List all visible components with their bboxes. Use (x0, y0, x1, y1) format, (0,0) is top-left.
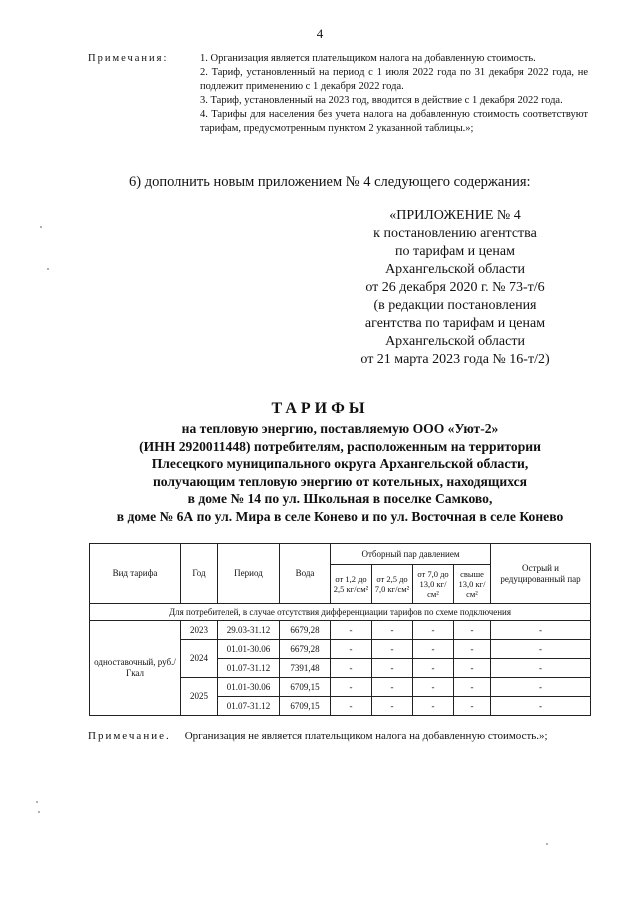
header-period: Период (218, 544, 280, 604)
notes-bottom (88, 730, 548, 742)
scan-speck (40, 226, 42, 228)
document-title: ТАРИФЫ (271, 400, 369, 417)
document-heading (60, 420, 620, 525)
appendix-line: по тарифам и ценам (395, 244, 515, 259)
note-item: 1. Организация является плательщиком налога на добавленную стоимость. (200, 53, 536, 64)
header-steam-4: свыше 13,0 кг/см² (454, 565, 491, 604)
note-item: 4. Тарифы для населения без учета налога на добавленную стоимость соответствуют тарифам, предусмотренным пунктом 2 указанной таблицы.»; (200, 109, 588, 134)
steam-cell: - (413, 678, 454, 697)
steam-cell: - (331, 621, 372, 640)
appendix-block (330, 207, 580, 369)
steam-cell: - (413, 621, 454, 640)
steam-cell: - (454, 678, 491, 697)
steam-cell: - (413, 640, 454, 659)
steam-cell: - (372, 621, 413, 640)
sharp-steam-cell: - (491, 621, 591, 640)
heading-line: на тепловую энергию, поставляемую ООО «Уют-2» (181, 421, 499, 436)
table-span-row: Для потребителей, в случае отсутствия дифференциации тарифов по схеме подключения (90, 604, 591, 621)
note-item: 2. Тариф, установленный на период с 1 июля 2022 года по 31 декабря 2022 года, не подлежит применению с 1 декабря 2022 года. (200, 67, 588, 92)
header-steam-3: от 7,0 до 13,0 кг/см² (413, 565, 454, 604)
period-cell: 01.07-31.12 (218, 659, 280, 678)
water-cell: 6709,15 (280, 697, 331, 716)
scan-speck (546, 843, 548, 845)
note-item: 3. Тариф, установленный на 2023 год, вводится в действие с 1 декабря 2022 года. (200, 95, 563, 106)
appendix-line: Архангельской области (385, 262, 525, 277)
notes-top-label: Примечания: (88, 53, 169, 64)
steam-cell: - (331, 640, 372, 659)
sharp-steam-cell: - (491, 678, 591, 697)
header-water: Вода (280, 544, 331, 604)
heading-line: в доме № 14 по ул. Школьная в поселке Самково, (187, 491, 493, 506)
appendix-line: (в редакции постановления (373, 298, 537, 313)
period-cell: 01.01-30.06 (218, 640, 280, 659)
year-cell: 2025 (181, 678, 218, 716)
steam-cell: - (372, 640, 413, 659)
addendum-paragraph: 6) дополнить новым приложением № 4 следующего содержания: (129, 174, 531, 190)
steam-cell: - (454, 621, 491, 640)
year-cell: 2024 (181, 640, 218, 678)
water-cell: 6679,28 (280, 640, 331, 659)
appendix-line: агентства по тарифам и ценам (364, 316, 546, 331)
steam-cell: - (454, 659, 491, 678)
period-cell: 01.01-30.06 (218, 678, 280, 697)
notes-bottom-label: Примечание. (88, 730, 171, 742)
water-cell: 6679,28 (280, 621, 331, 640)
period-cell: 29.03-31.12 (218, 621, 280, 640)
table-row (90, 621, 591, 640)
tariff-table (89, 543, 591, 716)
scan-speck (38, 811, 40, 813)
steam-cell: - (372, 678, 413, 697)
steam-cell: - (413, 659, 454, 678)
header-sharp-steam: Острый и редуцированный пар (491, 544, 591, 604)
header-steam-1: от 1,2 до 2,5 кг/см² (331, 565, 372, 604)
notes-top (88, 52, 588, 136)
appendix-line: от 26 декабря 2020 г. № 73-т/6 (365, 280, 545, 295)
period-cell: 01.07-31.12 (218, 697, 280, 716)
appendix-line: Архангельской области (385, 334, 525, 349)
scan-speck (36, 801, 38, 803)
steam-cell: - (454, 640, 491, 659)
steam-cell: - (331, 678, 372, 697)
appendix-line: от 21 марта 2023 года № 16-т/2) (360, 352, 550, 367)
steam-cell: - (331, 659, 372, 678)
water-cell: 6709,15 (280, 678, 331, 697)
sharp-steam-cell: - (491, 697, 591, 716)
header-year: Год (181, 544, 218, 604)
scan-speck (47, 268, 49, 270)
header-steam-2: от 2,5 до 7,0 кг/см² (372, 565, 413, 604)
tariff-name-cell: одноставочный, руб./Гкал (90, 621, 181, 716)
water-cell: 7391,48 (280, 659, 331, 678)
heading-line: получающим тепловую энергию от котельных, находящихся (152, 473, 528, 489)
sharp-steam-cell: - (491, 640, 591, 659)
year-cell: 2023 (181, 621, 218, 640)
heading-line: (ИНН 2920011448) потребителям, расположенным на территории (139, 438, 541, 454)
heading-line: Плесецкого муниципального округа Архангельской области, (151, 456, 529, 471)
steam-cell: - (454, 697, 491, 716)
sharp-steam-cell: - (491, 659, 591, 678)
heading-line: в доме № 6А по ул. Мира в селе Конево и по ул. Восточная в селе Конево (116, 508, 564, 524)
appendix-line: к постановлению агентства (373, 226, 537, 241)
page-number: 4 (316, 26, 324, 41)
steam-cell: - (372, 697, 413, 716)
steam-cell: - (372, 659, 413, 678)
steam-cell: - (331, 697, 372, 716)
header-steam-group: Отборный пар давлением (331, 544, 491, 565)
appendix-line: «ПРИЛОЖЕНИЕ № 4 (389, 208, 521, 223)
notes-bottom-text: Организация не является плательщиком налога на добавленную стоимость.»; (184, 730, 548, 742)
header-tariff-type: Вид тарифа (90, 544, 181, 604)
steam-cell: - (413, 697, 454, 716)
